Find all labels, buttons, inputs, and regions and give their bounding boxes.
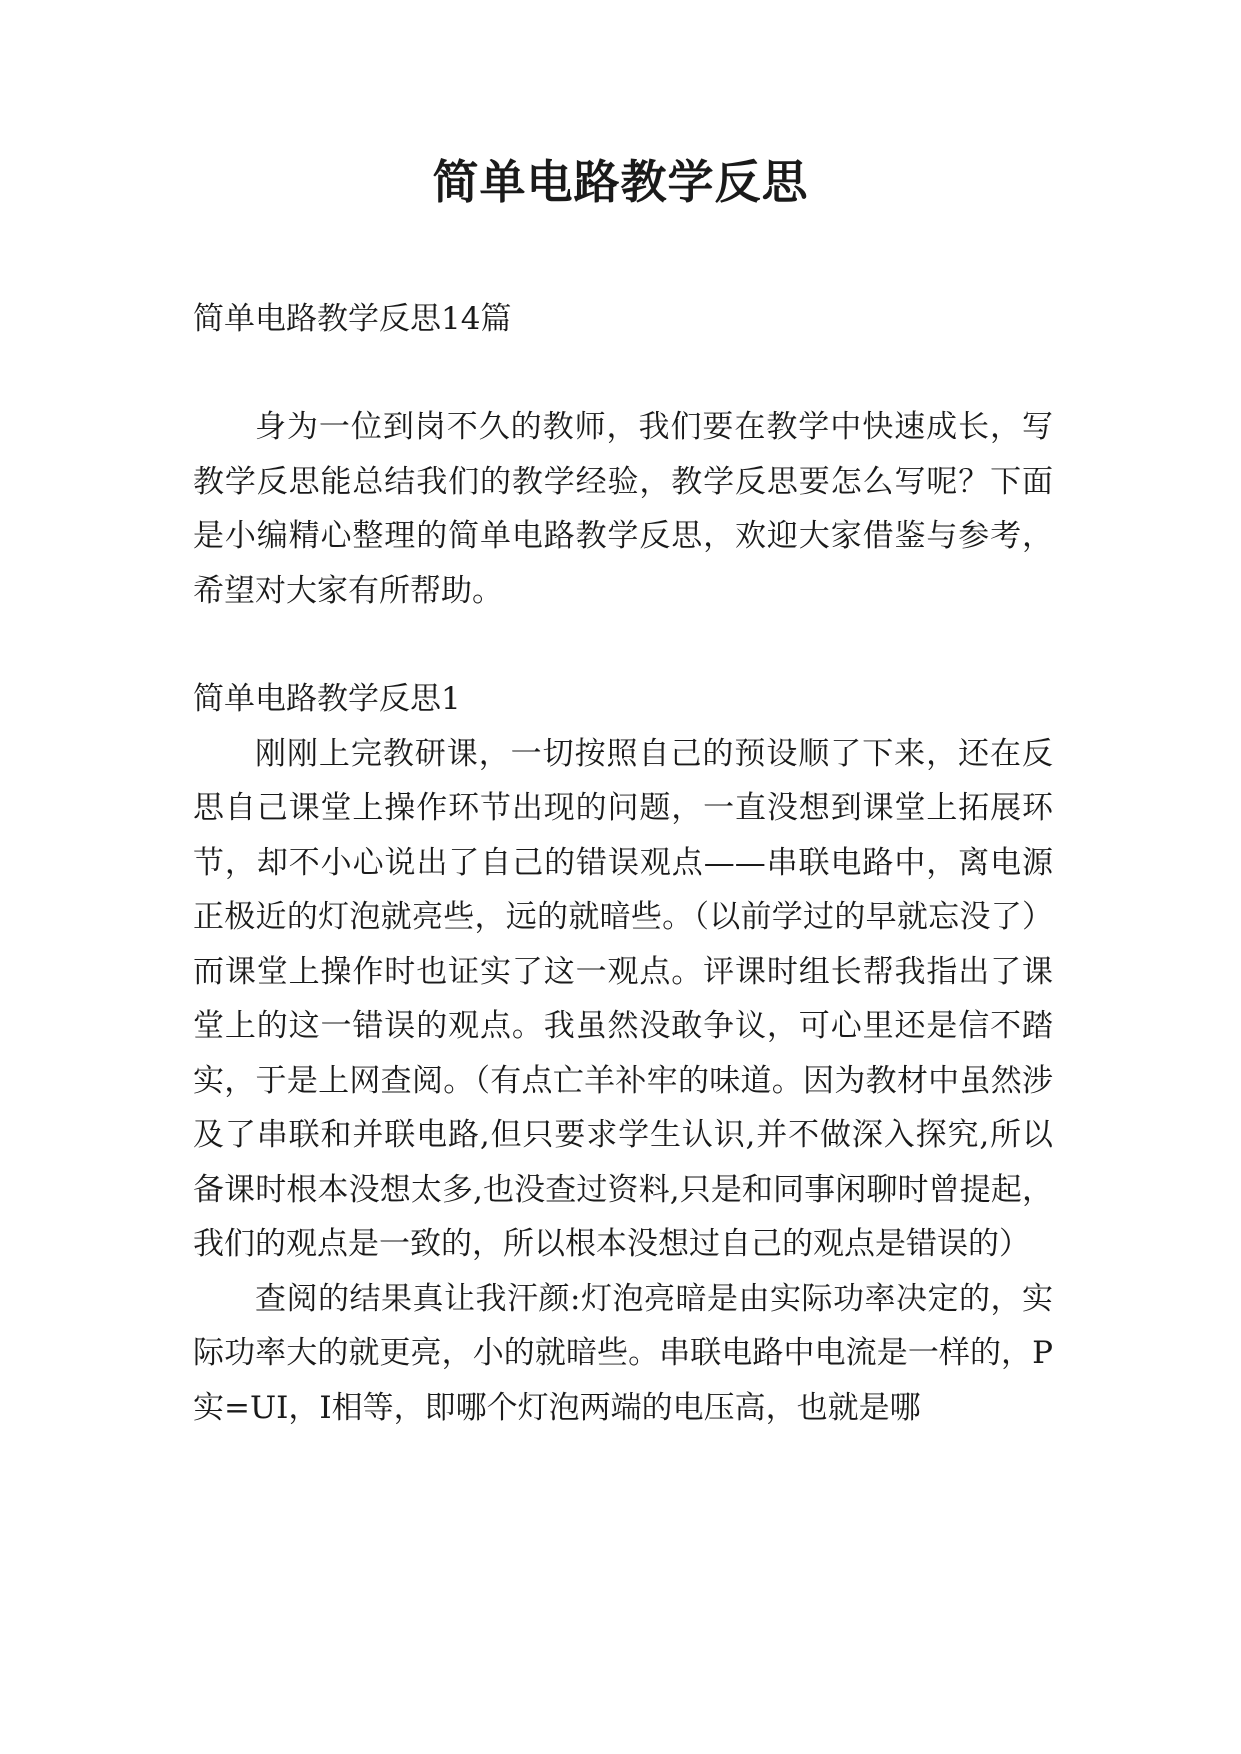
- document-subtitle: 简单电路教学反思14篇: [193, 301, 512, 337]
- document-body: [193, 292, 1053, 1435]
- section-paragraph: 查阅的结果真让我汗颜:灯泡亮暗是由实际功率决定的，实际功率大的就更亮，小的就暗些。串联电路中电流是一样的，P实=UI，I相等，即哪个灯泡两端的电压高，也就是哪: [193, 1280, 1053, 1426]
- section-paragraph: 刚刚上完教研课，一切按照自己的预设顺了下来，还在反思自己课堂上操作环节出现的问题，一直没想到课堂上拓展环节，却不小心说出了自己的错误观点——串联电路中，离电源正极近的灯泡就亮些，远的就暗些。（以前学过的早就忘没了）而课堂上操作时也证实了这一观点。评课时组长帮我指出了课堂上的这一错误的观点。我虽然没敢争议，可心里还是信不踏实，于是上网查阅。（有点亡羊补牢的味道。因为教材中虽然涉及了串联和并联电路,但只要求学生认识,并不做深入探究,所以备课时根本没想太多,也没查过资料,只是和同事闲聊时曾提起，我们的观点是一致的，所以根本没想过自己的观点是错误的）: [193, 735, 1053, 1262]
- section-heading: 简单电路教学反思1: [193, 681, 461, 717]
- intro-paragraph: 身为一位到岗不久的教师，我们要在教学中快速成长，写教学反思能总结我们的教学经验，教学反思要怎么写呢？下面是小编精心整理的简单电路教学反思，欢迎大家借鉴与参考，希望对大家有所帮助。: [193, 409, 1053, 609]
- section-1: [193, 672, 1053, 1435]
- document-title: 简单电路教学反思: [432, 155, 809, 209]
